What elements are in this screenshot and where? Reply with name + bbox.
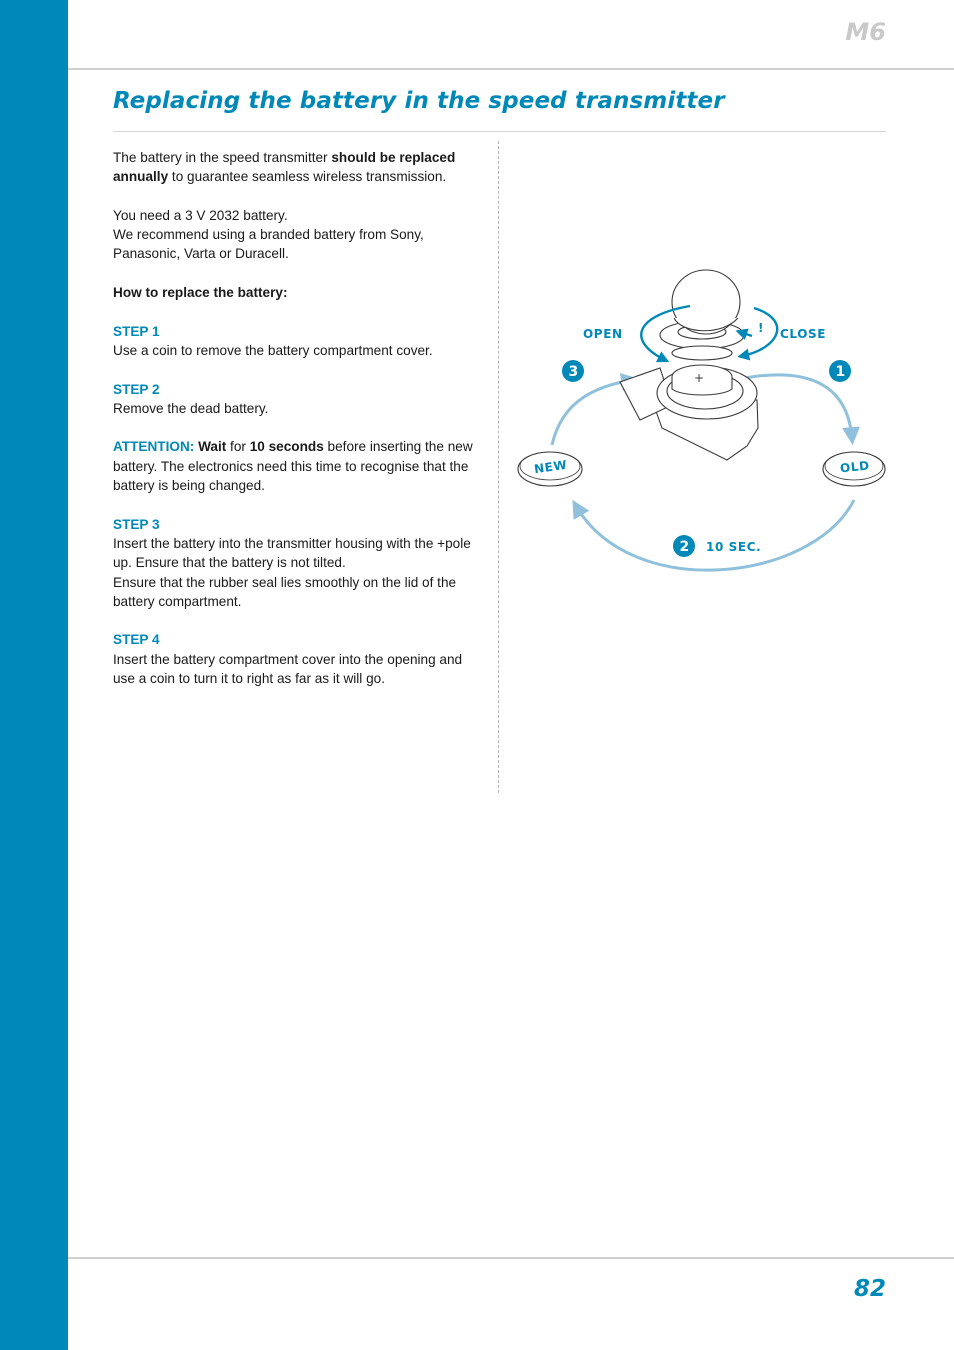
old-label: OLD [839,458,871,476]
attention-for: for [226,439,250,455]
step-number-1: 1 [835,364,846,380]
step4-label: STEP 4 [113,632,160,648]
column-divider [498,141,499,793]
intro-paragraph [113,148,481,187]
step3-label: STEP 3 [113,516,160,532]
step1-text: Use a coin to remove the battery compartment cover. [113,342,433,358]
page-title: Replacing the battery in the speed transmitter [113,88,725,114]
illustration-svg [512,260,892,590]
step-number-3: 3 [568,364,579,380]
battery-type: You need a 3 V 2032 battery. [113,207,288,223]
new-label: NEW [533,457,569,477]
intro-text-end: to guarantee seamless wireless transmission. [168,169,447,185]
coin-battery [672,270,740,334]
arrow-to-old [745,375,852,438]
attention-duration: 10 seconds [249,439,324,455]
step1-label: STEP 1 [113,323,160,339]
step-number-2: 2 [679,539,690,555]
step4-text: Insert the battery compartment cover into the opening and use a coin to turn it to right as far as it will go. [113,651,463,687]
step3-text [113,534,481,611]
open-label: OPEN [583,327,623,341]
instructions-column [113,148,481,708]
attention-text: before inserting the new battery. The electronics need this time to recognise that the battery is being changed. [113,439,473,494]
step4-heading [113,630,481,649]
exclamation-mark: ! [758,321,765,335]
step2-label: STEP 2 [113,381,160,397]
howto-label: How to replace the battery: [113,285,288,301]
intro-emphasis: should be replaced annually [113,150,456,185]
title-rule [113,131,886,132]
step1-heading [113,322,481,341]
step3-heading [113,515,481,534]
page-number: 82 [853,1276,886,1302]
step3-line2: Ensure that the rubber seal lies smoothly on the lid of the battery compartment. [113,574,457,609]
step3-line1: Insert the battery into the transmitter housing with the +pole up. Ensure that the battery is not tilted. [113,535,471,571]
battery-brands: We recommend using a branded battery from Sony, Panasonic, Varta or Duracell. [113,227,424,262]
howto-heading [113,283,481,302]
step2-heading [113,380,481,399]
header-rule [68,68,954,70]
intro-text: The battery in the speed transmitter [113,150,332,165]
transmitter-housing [620,365,758,460]
step2-text: Remove the dead battery. [113,400,269,416]
battery-paragraph [113,206,481,264]
arrow-old-to-new [576,500,854,570]
plus-symbol: + [694,371,705,385]
side-color-band [0,0,68,1350]
footer-rule [68,1257,954,1259]
model-code: M6 [845,18,886,46]
arrow-new-to-device [552,380,632,445]
attention-note [113,437,481,495]
battery-replacement-illustration [512,260,892,590]
attention-label: ATTENTION: [113,439,195,455]
attention-wait: Wait [198,439,227,455]
ten-seconds-label: 10 SEC. [706,540,762,554]
close-label: CLOSE [780,327,827,341]
